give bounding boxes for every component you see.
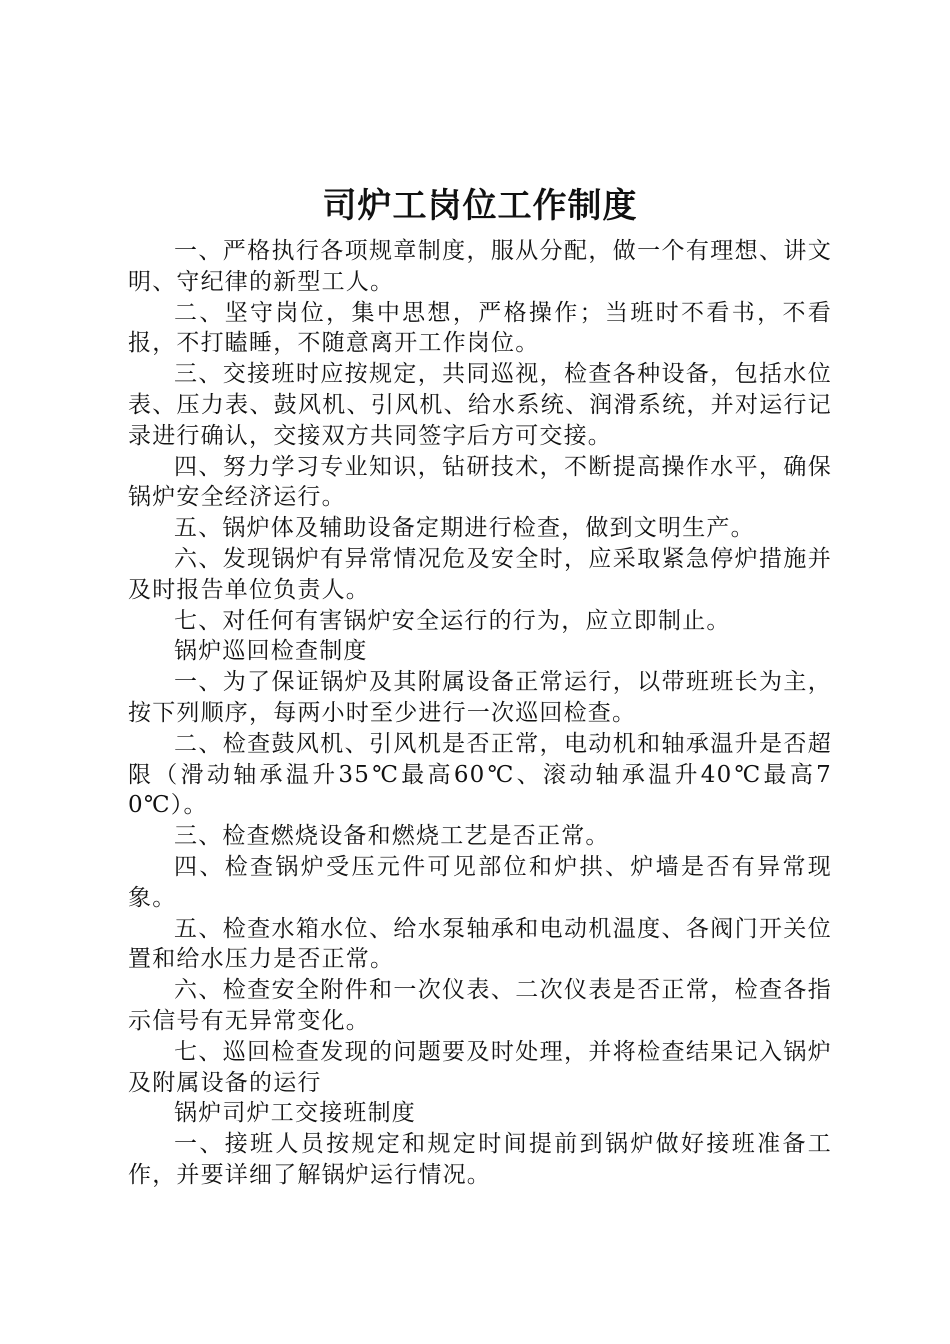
paragraph: 七、巡回检查发现的问题要及时处理，并将检查结果记入锅炉及附属设备的运行	[128, 1038, 832, 1096]
paragraph: 五、检查水箱水位、给水泵轴承和电动机温度、各阀门开关位置和给水压力是否正常。	[128, 915, 832, 973]
document-title: 司炉工岗位工作制度	[322, 186, 638, 226]
paragraph: 四、努力学习专业知识，钻研技术，不断提高操作水平，确保锅炉安全经济运行。	[128, 453, 832, 511]
document-page	[128, 180, 832, 1191]
section-heading: 锅炉司炉工交接班制度	[174, 1100, 416, 1127]
paragraph: 六、检查安全附件和一次仪表、二次仪表是否正常，检查各指示信号有无异常变化。	[128, 977, 832, 1034]
paragraph: 一、为了保证锅炉及其附属设备正常运行，以带班班长为主，按下列顺序，每两小时至少进行一次巡回检查。	[128, 669, 832, 726]
paragraph: 二、检查鼓风机、引风机是否正常，电动机和轴承温升是否超限（滑动轴承温升35℃最高60℃、滚动轴承温升40℃最高70℃）。	[128, 730, 832, 819]
paragraph: 六、发现锅炉有异常情况危及安全时，应采取紧急停炉措施并及时报告单位负责人。	[128, 545, 832, 603]
paragraph: 四、检查锅炉受压元件可见部位和炉拱、炉墙是否有异常现象。	[128, 853, 832, 911]
section-heading: 锅炉巡回检查制度	[174, 638, 368, 665]
paragraph: 一、严格执行各项规章制度，服从分配，做一个有理想、讲文明、守纪律的新型工人。	[128, 238, 832, 295]
paragraph: 七、对任何有害锅炉安全运行的行为，应立即制止。	[174, 607, 731, 634]
paragraph: 五、锅炉体及辅助设备定期进行检查，做到文明生产。	[174, 515, 755, 542]
paragraph: 一、接班人员按规定和规定时间提前到锅炉做好接班准备工作，并要详细了解锅炉运行情况。	[128, 1131, 832, 1188]
paragraph: 二、坚守岗位，集中思想，严格操作；当班时不看书，不看报，不打瞌睡，不随意离开工作岗位。	[128, 299, 832, 357]
paragraph: 三、交接班时应按规定，共同巡视，检查各种设备，包括水位表、压力表、鼓风机、引风机、给水系统、润滑系统，并对运行记录进行确认，交接双方共同签字后方可交接。	[128, 361, 832, 449]
paragraph: 三、检查燃烧设备和燃烧工艺是否正常。	[174, 823, 610, 850]
